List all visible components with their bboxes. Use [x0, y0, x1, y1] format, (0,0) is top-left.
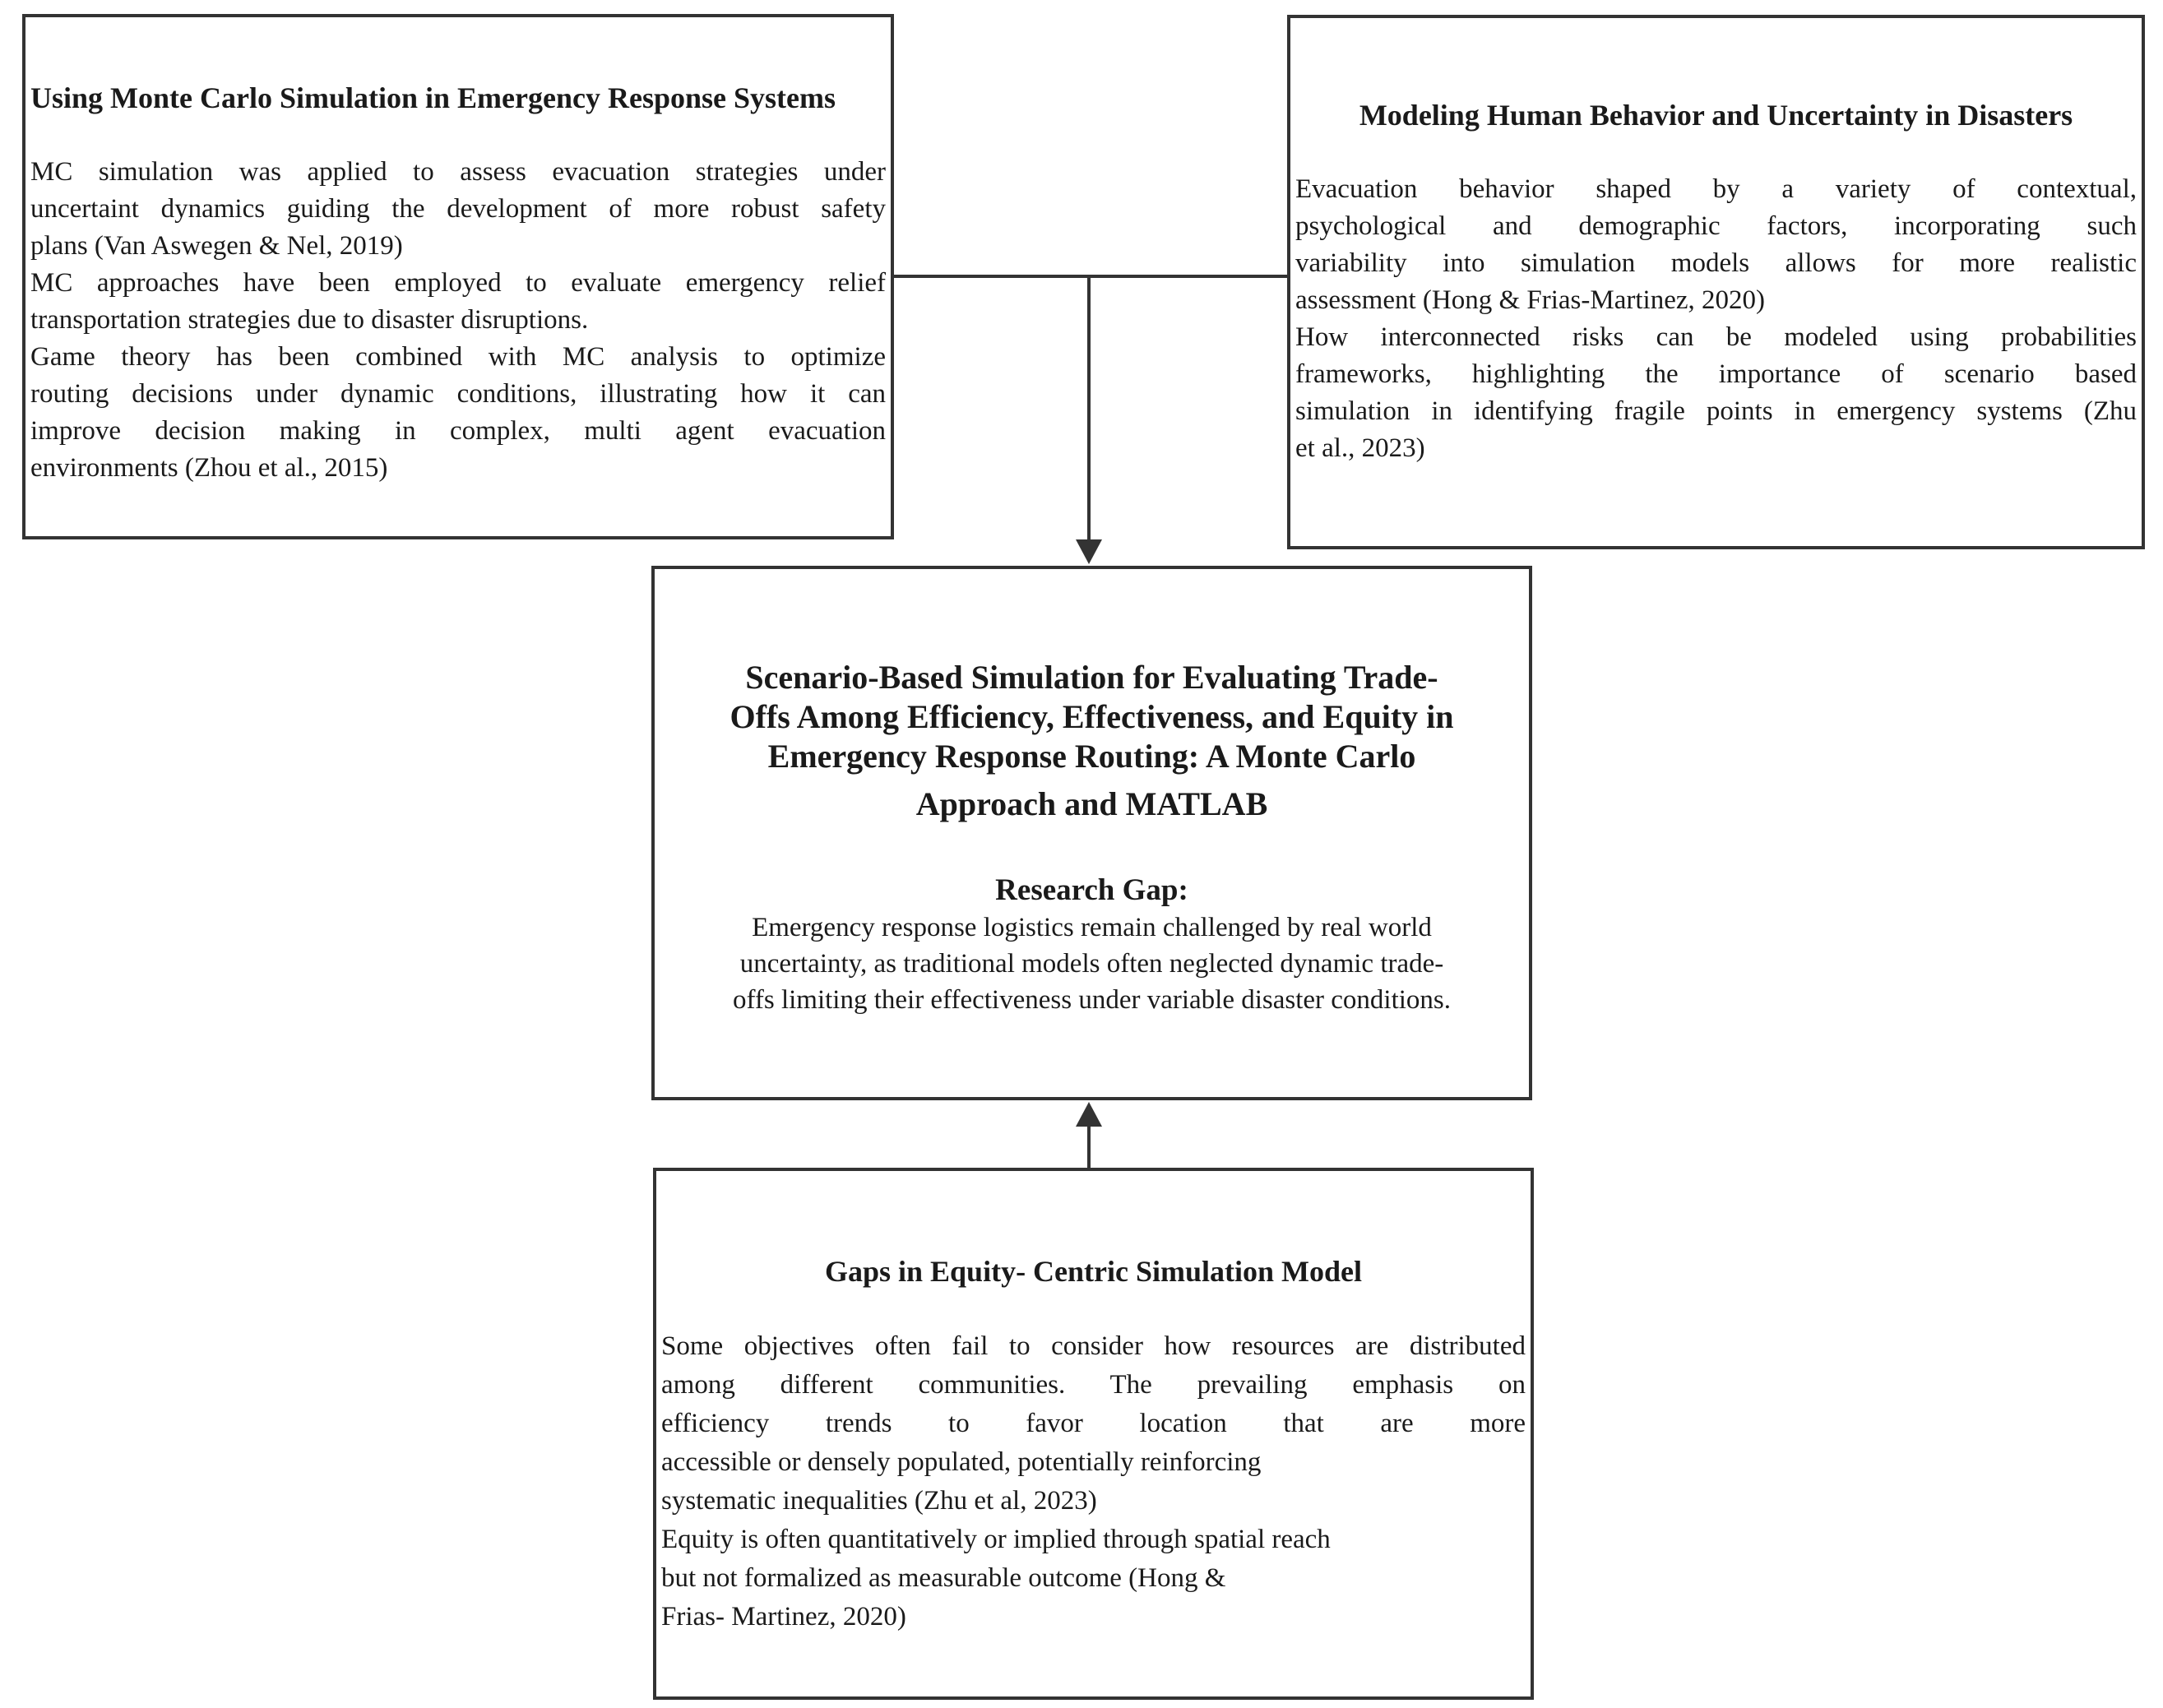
- box-monte-carlo-simulation-title: Using Monte Carlo Simulation in Emergency Response Systems: [30, 81, 836, 114]
- text-line: efficiency trends to favor location that are more: [661, 1409, 1526, 1438]
- text-line: routing decisions under dynamic conditions, illustrating how it can: [30, 379, 886, 409]
- connector-down-line: [1087, 275, 1091, 541]
- text-line: Evacuation behavior shaped by a variety of contextual,: [1295, 174, 2137, 204]
- text-line: MC simulation was applied to assess evacuation strategies under: [30, 157, 886, 187]
- text-line: but not formalized as measurable outcome (Hong &: [661, 1563, 1226, 1593]
- text-line: Game theory has been combined with MC analysis to optimize: [30, 342, 886, 372]
- arrowhead-up-icon: [1076, 1102, 1102, 1127]
- box-human-behavior-title: Modeling Human Behavior and Uncertainty in Disasters: [1359, 99, 2073, 132]
- text-line: environments (Zhou et al., 2015): [30, 453, 388, 483]
- text-line: psychological and demographic factors, incorporating such: [1295, 211, 2137, 241]
- text-line: Frias- Martinez, 2020): [661, 1602, 906, 1632]
- text-line: variability into simulation models allows for more realistic: [1295, 248, 2137, 278]
- text-line: et al., 2023): [1295, 433, 1425, 463]
- text-line: accessible or densely populated, potentially reinforcing: [661, 1447, 1262, 1477]
- text-line: improve decision making in complex, multi agent evacuation: [30, 416, 886, 446]
- text-line: simulation in identifying fragile points in emergency systems (Zhu: [1295, 396, 2137, 426]
- central-title-line: Emergency Response Routing: A Monte Carlo: [767, 738, 1416, 775]
- central-title-line: Approach and MATLAB: [915, 785, 1268, 822]
- text-line: uncertainty, as traditional models often neglected dynamic trade-: [739, 949, 1444, 979]
- text-line: Emergency response logistics remain challenged by real world: [752, 913, 1432, 942]
- arrowhead-down-icon: [1076, 539, 1102, 564]
- connector-up-line: [1087, 1127, 1091, 1168]
- text-line: How interconnected risks can be modeled using probabilities: [1295, 322, 2137, 352]
- text-line: assessment (Hong & Frias-Martinez, 2020): [1295, 285, 1765, 315]
- research-gap-heading: Research Gap:: [995, 873, 1188, 907]
- text-line: offs limiting their effectiveness under variable disaster conditions.: [732, 985, 1452, 1015]
- connector-top-boxes-line: [892, 275, 1289, 278]
- central-title-line: Offs Among Efficiency, Effectiveness, and Equity in: [729, 698, 1454, 735]
- text-line: frameworks, highlighting the importance of scenario based: [1295, 359, 2137, 389]
- text-line: uncertaint dynamics guiding the development of more robust safety: [30, 194, 886, 224]
- box-human-behavior: [1287, 15, 2145, 549]
- box-equity-gaps-title: Gaps in Equity- Centric Simulation Model: [824, 1255, 1363, 1288]
- box-monte-carlo-simulation: [22, 14, 894, 539]
- box-central-topic: [651, 566, 1532, 1100]
- text-line: among different communities. The prevailing emphasis on: [661, 1370, 1526, 1400]
- text-line: transportation strategies due to disaster disruptions.: [30, 305, 589, 335]
- box-equity-gaps: [653, 1168, 1534, 1700]
- text-line: Equity is often quantitatively or implied through spatial reach: [661, 1525, 1331, 1554]
- central-title-line: Scenario-Based Simulation for Evaluating Trade-: [745, 659, 1438, 696]
- text-line: MC approaches have been employed to evaluate emergency relief: [30, 268, 886, 298]
- text-line: plans (Van Aswegen & Nel, 2019): [30, 231, 403, 261]
- text-line: systematic inequalities (Zhu et al, 2023): [661, 1486, 1097, 1516]
- text-line: Some objectives often fail to consider how resources are distributed: [661, 1331, 1526, 1361]
